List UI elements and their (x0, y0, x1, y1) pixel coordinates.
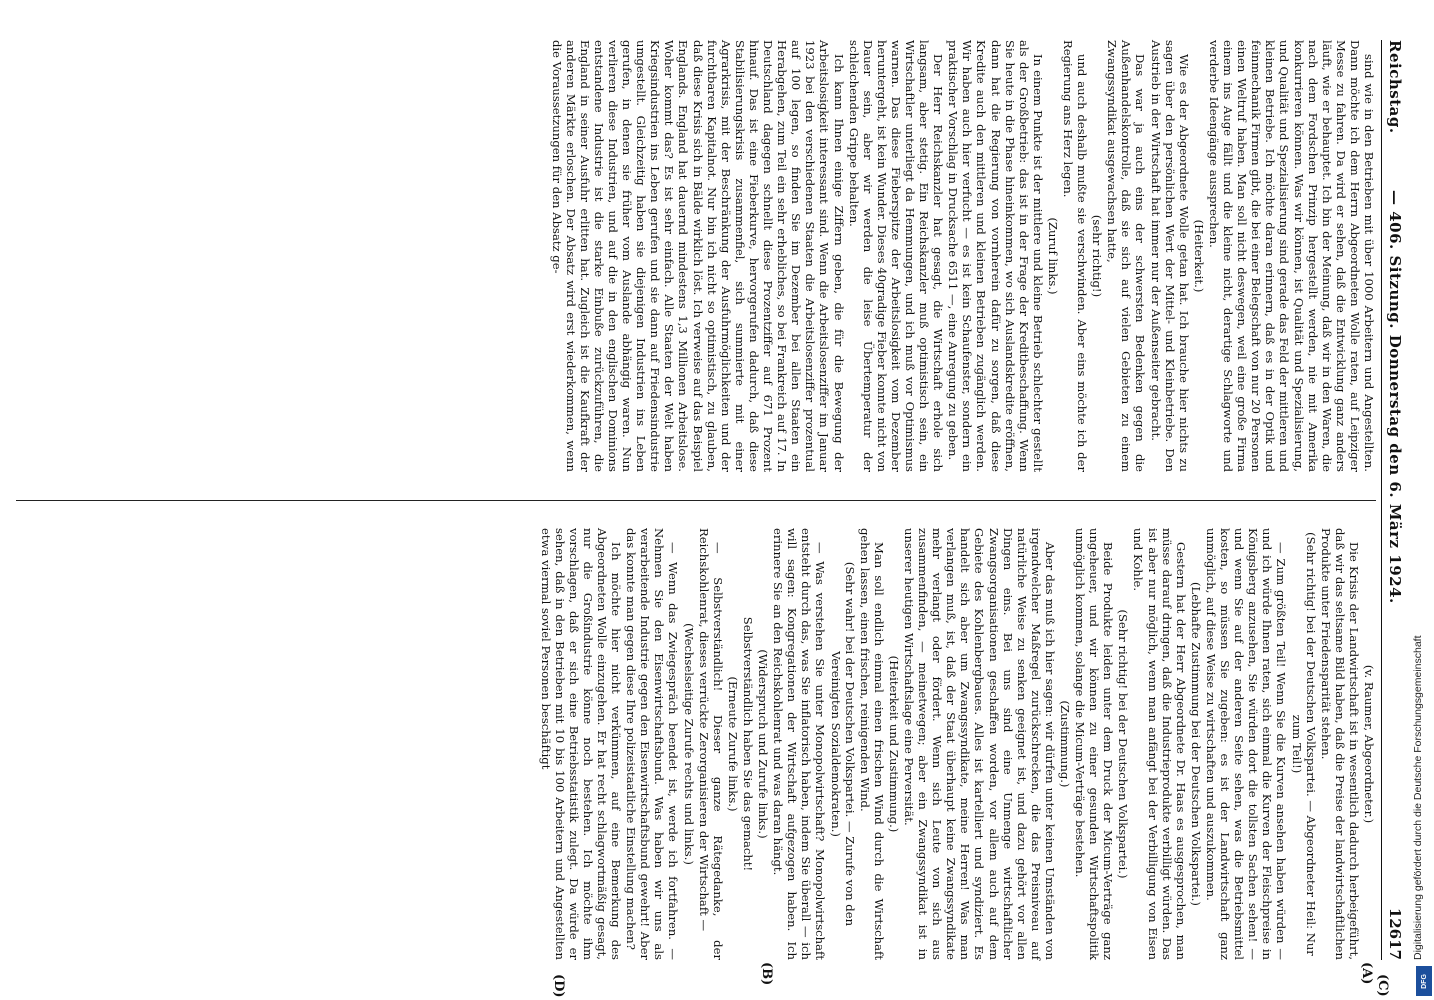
paragraph: Man soll endlich einmal einen frischen Wind durch die Wirtschaft gehen lassen, einen frischen, reinigenden Wind. (857, 528, 886, 960)
paragraph: In einem Punkte ist der mittlere und kleine Betrieb schlechter gestellt als der Großbetrieb: das ist in der Frage der Kreditbeschaffung. Wenn Sie heute in die Phase hineinkommen, wo sich Auslandskredite eröffnen, dann hat die Regierung von vornherein dafür zu sorgen, daß diese Kredite auch den mittleren und kleinen Betrieben zugänglich werden. Wir haben auch hier verfucht — es ist kein Schaufenster, sondern ein praktischer Vorschlag in Drucksache 6511 —, eine Anregung zu geben. (946, 40, 1045, 472)
paragraph: (Wechselseitige Zurufe rechts und links.) (681, 623, 696, 865)
paragraph: Selbstverständlich haben Sie das gemacht! (740, 616, 755, 872)
paragraph: — Was verstehen Sie unter Monopolwirtschaft? Monopolwirtschaft entsteht durch das, was Sie inflatorisch haben, indem Sie überall — ich will sagen: Kongregationen der Wirtschaft aufgezogen haben. Ich erinnere Sie an den Reichskohlenrat und was daran hängt. (771, 528, 828, 960)
paragraph: (Heiterkeit und Zustimmung.) (886, 655, 901, 833)
column-divider (16, 500, 1376, 501)
text-column-right (549, 40, 1376, 472)
paragraph: (Zustimmung.) (1058, 700, 1073, 788)
paragraph: — Wenn das Zwiegespräch beendet ist, werde ich fortfahren. — Nehmen Sie den Eisenwirtschaftsbund. Was haben wir uns als verarbeitende Industrie gegen den Eisenwirtschaftsbund gewehrt! Aber das konnte man gegen diese Ihre polizeistaatliche Einstellung machen? (624, 528, 681, 960)
margin-marker-d: (D) (551, 974, 566, 998)
dfg-logo-text: DFG (1420, 973, 1428, 989)
paragraph: (v. Raumer, Abgeordneter.) (1362, 664, 1376, 824)
paragraph: und auch deshalb mußte sie verschwinden. Aber eins möchte ich der Regierung ans Herz legen. (1061, 40, 1090, 472)
text-column-left (538, 528, 1376, 960)
digitization-note: Digitalisierung gefördert durch die Deutsche Forschungsgemeinschaft (1412, 635, 1424, 960)
paragraph: Wie es der Abgeordnete Wolle getan hat. Ich brauche hier nichts zu sagen über den persönlichen Wert der Mittel- und Kleinbetriebe. Den Austrieb in der Wirtschaft hat immer nur der Außenseiter gebracht. (1148, 40, 1191, 472)
paragraph: Die Krisis der Landwirtschaft ist in wesentlich dadurch herbeigeführt, daß wir das seltsame Bild haben, daß die Preise der landwirtschaftlichen Produkte unter Friedensparität stehen. (1318, 528, 1361, 960)
paragraph: Der Herr Reichskanzler hat gesagt, die Wirtschaft erhole sich langsam, aber stetig. Ein Reichskanzler muß optimistisch sein, ein Wirtschaftler unterliegt da Hemmungen, und ich muß vor Optimismus warnen. Das diese Fieberspitze der Arbeitslosigkeit vom Dezember heruntergeht, ist kein Wunder. Dieses 40gradige Fieber konnte nicht von Dauer sein, aber wir werden die leise Übertemperatur der schleichenden Grippe behalten. (846, 40, 946, 472)
margin-marker-a: (A) (1359, 962, 1374, 985)
paragraph: Ich kann Ihnen einige Ziffern geben, die für die Bewegung der Arbeitslosigkeit interessant sind. Wenn die Arbeitslosenziffer im Januar 1923 bei den verschiedenen Staaten die Arbeitslosenziffer prozentual auf 100 legen, so finden Sie im Dezember bei allen Staaten ein Herabgehen, zum Teil ein sehr erhebliches, so bei Frankreich auf 17. In Deutschland dagegen schnellt diese Prozentziffer auf 671 Prozent hinauf. Das ist eine Fieberkurve, hervorgerufen dadurch, daß diese Stabilisierungskrisis zusammenfiel, sich summierte mit einer Agrarkrisis, mit der Beschränkung der Ausfuhrmöglichkeiten und der furchtbaren Kapitalnot. Nur bin ich nicht so optimistisch, zu glauben, daß diese Krisis sich in Bälde wirklich löst. Ich verweise auf das Beispiel Englands. England hat dauernd mindestens 1,3 Millionen Arbeitslose. Woher kommt das? Es ist sehr einfach. Alle Staaten der Welt haben Kriegsindustrien ins Leben gerufen und sie dann auf Friedensindustrie umgestellt. Gleichzeitig haben sie diejenigen Industrien ins Leben gerufen, in denen sie früher vom Auslande abhängig waren. Nun verlieren diese Industrien, und auf die in den englischen Dominions entstandene Industrie ist die starke Einbuße zurückzuführen, die England in seiner Ausfuhr erlitten hat. Zugleich ist die Kaufkraft der anderen Märkte erloschen. Der Absatz wird erst wiederkommen, wenn die Voraussetzungen für den Absatz ge- (549, 40, 846, 472)
header-session: — 406. Sitzung. Donnerstag den 6. März 1924. (1386, 190, 1404, 604)
paragraph: (Zuruf links.) (1045, 217, 1060, 295)
paragraph: — Zum größten Teil! Wenn Sie die Kurven ansehen haben würden — und ich würde Ihnen raten, sich einmal die Kurven der Fleischpreise in Königsberg anzusehen, Sie würden dort die tollsten Sachen sehen! — und wenn Sie auf der anderen Seite sehen, was die Betriebsmittel kosten, so müssen Sie zugeben: es ist der Landwirtschaft ganz unmöglich, auf diese Weise zu wirtschaften und auszukommen. (1203, 528, 1289, 960)
page-header (1381, 40, 1406, 960)
paragraph: Das war ja auch eins der schwersten Bedenken gegen die Außenhandelskontrolle, daß sie sich auf vielen Gebieten zu einem Zwangssyndikat ausgewachsen hatte, (1105, 40, 1148, 472)
paragraph: Beide Produkte leiden unter dem Druck der Micum-Verträge ganz ungeheuer, und wir können zu einer gesunden Wirtschaftspolitik unmöglich kommen, solange die Micum-Verträge bestehen. (1073, 528, 1116, 960)
margin-marker-b: (B) (759, 962, 774, 986)
paragraph: (sehr richtig!) (1090, 214, 1105, 298)
paragraph: Gestern hat der Herr Abgeordnete Dr. Haas es ausgesprochen, man müsse darauf dringen, daß die Industrieprodukte verbilligt würden. Das ist aber nur möglich, wenn man anfängt bei der Verbilligung von Eisen und Kohle. (1131, 528, 1188, 960)
header-title: Reichstag. (1386, 40, 1404, 134)
paragraph: (Heiterkeit.) (1191, 219, 1206, 293)
paragraph: (Lebhafte Zustimmung bei der Deutschen Volkspartei.) (1188, 582, 1203, 906)
dfg-logo (1416, 966, 1432, 996)
paragraph: (Sehr richtig! bei der Deutschen Volkspartei. — Abgeordneter Heil: Nur zum Teil!) (1289, 532, 1318, 956)
paragraph: Ich möchte hier nicht verkümmen, auf eine Bemerkung des Abgeordneten Wolle einzugehen. Er hat recht schlagwortmäßig gesagt, nur die Großindustrie könne noch bestehen. Ich möchte ihm vorschlagen, daß er sich eine Betriebsstatistik zulegt. Da würde er sehen, daß in den Betrieben mit 10 bis 100 Arbeitern und Angestellten etwa viermal soviel Personen beschäftigt (538, 528, 624, 960)
paragraph: (Sehr richtig! bei der Deutschen Volkspartei.) (1116, 609, 1131, 879)
page-number: 12617 (1386, 907, 1404, 960)
paragraph: (Widerspruch und Zurufe links.) (756, 649, 771, 839)
paragraph: — Selbstverständlich! Dieser ganze Rätegedanke, der Reichskohlenrat, dieses verrückte Zerorganisieren der Wirtschaft — (696, 528, 725, 960)
margin-marker-c: (C) (1375, 974, 1390, 997)
paragraph: Aber das muß ich hier sagen: wir dürfen unter keinen Umständen von irgendwelcher Maßregel zurückschrecken, die das Preisniveau auf natürliche Weise zu senken geeignet ist, und dazu gehört vor allen Dingen eins. Bei uns sind eine Unmenge wirtschaftlicher Zwangsorganisationen geschaffen worden, vor allem auch auf dem Gebiete des Kohlenbergbaues. Alles ist kartelliert und syndiziert. Es handelt sich aber um Zwangssyndikate, meine Herren! Was man verlangen muß, ist, daß der Staat überhaupt keine Zwangssyndikate mehr verlangt oder fördert. Wenn sich Leute von sich aus zusammenfinden, — meinetwegen; aber ein Zwangssyndikat ist in unserer heutigen Wirtschaftslage eine Perversität. (902, 528, 1057, 960)
paragraph: (Sehr wahr! bei der Deutschen Volkspartei. — Zurufe von den Vereinigten Sozialdemokraten.) (828, 561, 857, 927)
paragraph: (Erneute Zurufe links.) (725, 676, 740, 812)
paragraph: sind wie in den Betrieben mit über 1000 Arbeitern und Angestellten. Dann möchte ich dem Herrn Abgeordneten Wolle raten, auf Leipziger Messe zu fahren. Da wird er sehen, daß die Entwicklung ganz anders läuft, wie er behauptet. Ich bin der Meinung, daß wir in den Waren, die nach dem Fordschen Prinzip hergestellt werden, nie mit Amerika konkurrieren können. Was wir können, ist Qualität und Spezialisierung, und Qualität und Spezialisierung sind gerade das Feld der mittleren und kleinen Betriebe. Ich möchte daran erinnern, daß es in der Optik und feinmechanik Firmen gibt, die bei einer Belegschaft von nur 20 Personen einen Weltruf haben. Man soll nicht deswegen, weil eine große Firma einem ins Auge fällt und die kleine nicht, derartige Schlagworte und verderbe Ideengänge aussprechen. (1206, 40, 1376, 472)
